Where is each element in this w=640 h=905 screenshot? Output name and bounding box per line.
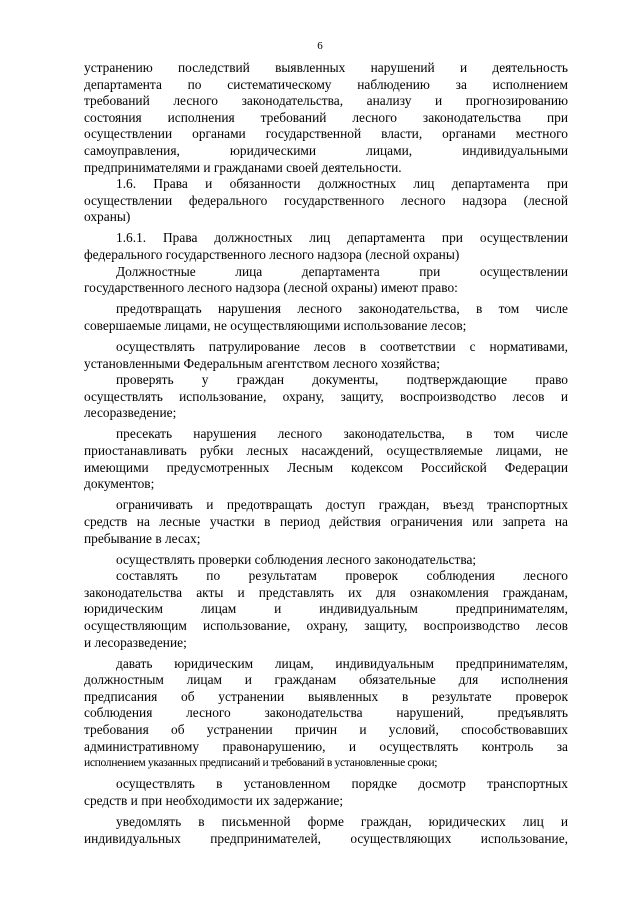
text-line: проверять у граждан документы, подтверждающие право [116,372,568,388]
text-line: предпринимателями и гражданами своей деятельности. [84,159,402,175]
text-line: имеющими предусмотренных Лесным кодексом Российской Федерации [84,459,568,475]
text-line: осуществлять в установленном порядке досмотр транспортных [116,776,568,792]
text-line: требований лесного законодательства, анализу и прогнозированию [84,93,568,109]
text-line: 1.6. Права и обязанности должностных лиц департамента при [116,176,568,192]
text-line: ограничивать и предотвращать доступ граждан, въезд транспортных [116,497,568,513]
text-line: приостанавливать рубки лесных насаждений, осуществляемые лицами, не [84,443,568,459]
text-line: уведомлять в письменной форме граждан, юридических лиц и [116,814,568,830]
text-line: давать юридическим лицам, индивидуальным предпринимателям, [116,655,568,671]
text-line: осуществлении органами государственной власти, органами местного [84,126,568,142]
text-line: требования об устранении причин и условий, способствовавших [84,722,568,738]
text-line: документов; [84,476,155,492]
text-line: охраны) [84,209,131,225]
text-line: 1.6.1. Права должностных лиц департамента при осуществлении [116,230,568,246]
text-line: индивидуальных предпринимателей, осуществляющих использование, [84,830,568,846]
text-line: лесоразведение; [84,405,177,421]
text-line: установленными Федеральным агентством лесного хозяйства; [84,355,440,371]
text-line: федерального государственного лесного надзора (лесной охраны) [84,247,460,263]
text-line: департамента по систематическому наблюдению за исполнением [84,76,568,92]
text-line: законодательства акты и представлять их для ознакомления гражданам, [84,584,568,600]
text-line: средств на лесные участки в период действия ограничения или запрета на [84,513,568,529]
text-line: состояния исполнения требований лесного законодательства при [84,109,568,125]
text-line: юридическим лицам и индивидуальным предпринимателям, [84,601,568,617]
text-line: должностным лицам и гражданам обязательные для исполнения [84,672,568,688]
text-line: осуществляющим использование, охрану, защиту, воспроизводство лесов [84,618,568,633]
text-line: Должностные лица департамента при осуществлении [116,263,568,279]
page-number: 6 [317,40,323,52]
text-line: составлять по результатам проверок соблюдения лесного [116,568,568,584]
text-line: осуществлять использование, охрану, защиту, воспроизводство лесов и [84,388,568,404]
body-text [84,60,568,847]
text-line: предотвращать нарушения лесного законодательства, в том числе [116,301,568,317]
text-line: пресекать нарушения лесного законодательства, в том числе [116,426,568,442]
text-line: соблюдения лесного законодательства нарушений, предъявлять [84,705,568,721]
text-line: государственного лесного надзора (лесной охраны) имеют право: [84,280,458,296]
text-line: административному правонарушению, и осуществлять контроль за [84,738,568,754]
text-line: предписания об устранении выявленных в результате проверок [84,688,568,704]
text-line: осуществлении федерального государственного лесного надзора (лесной [84,192,568,208]
text-line: средств и при необходимости их задержание; [84,792,344,808]
text-line: совершаемые лицами, не осуществляющими использование лесов; [84,317,467,333]
text-line: пребывание в лесах; [84,530,201,546]
text-line: устранению последствий выявленных нарушений и деятельность [84,60,568,75]
text-line: осуществлять проверки соблюдения лесного законодательства; [116,551,477,567]
text-line: осуществлять патрулирование лесов в соответствии с нормативами, [116,339,568,354]
text-line: и лесоразведение; [84,634,187,650]
text-line: самоуправления, юридическими лицами, индивидуальными [84,142,568,158]
text-line: исполнением указанных предписаний и требований в установленные сроки; [84,756,438,770]
